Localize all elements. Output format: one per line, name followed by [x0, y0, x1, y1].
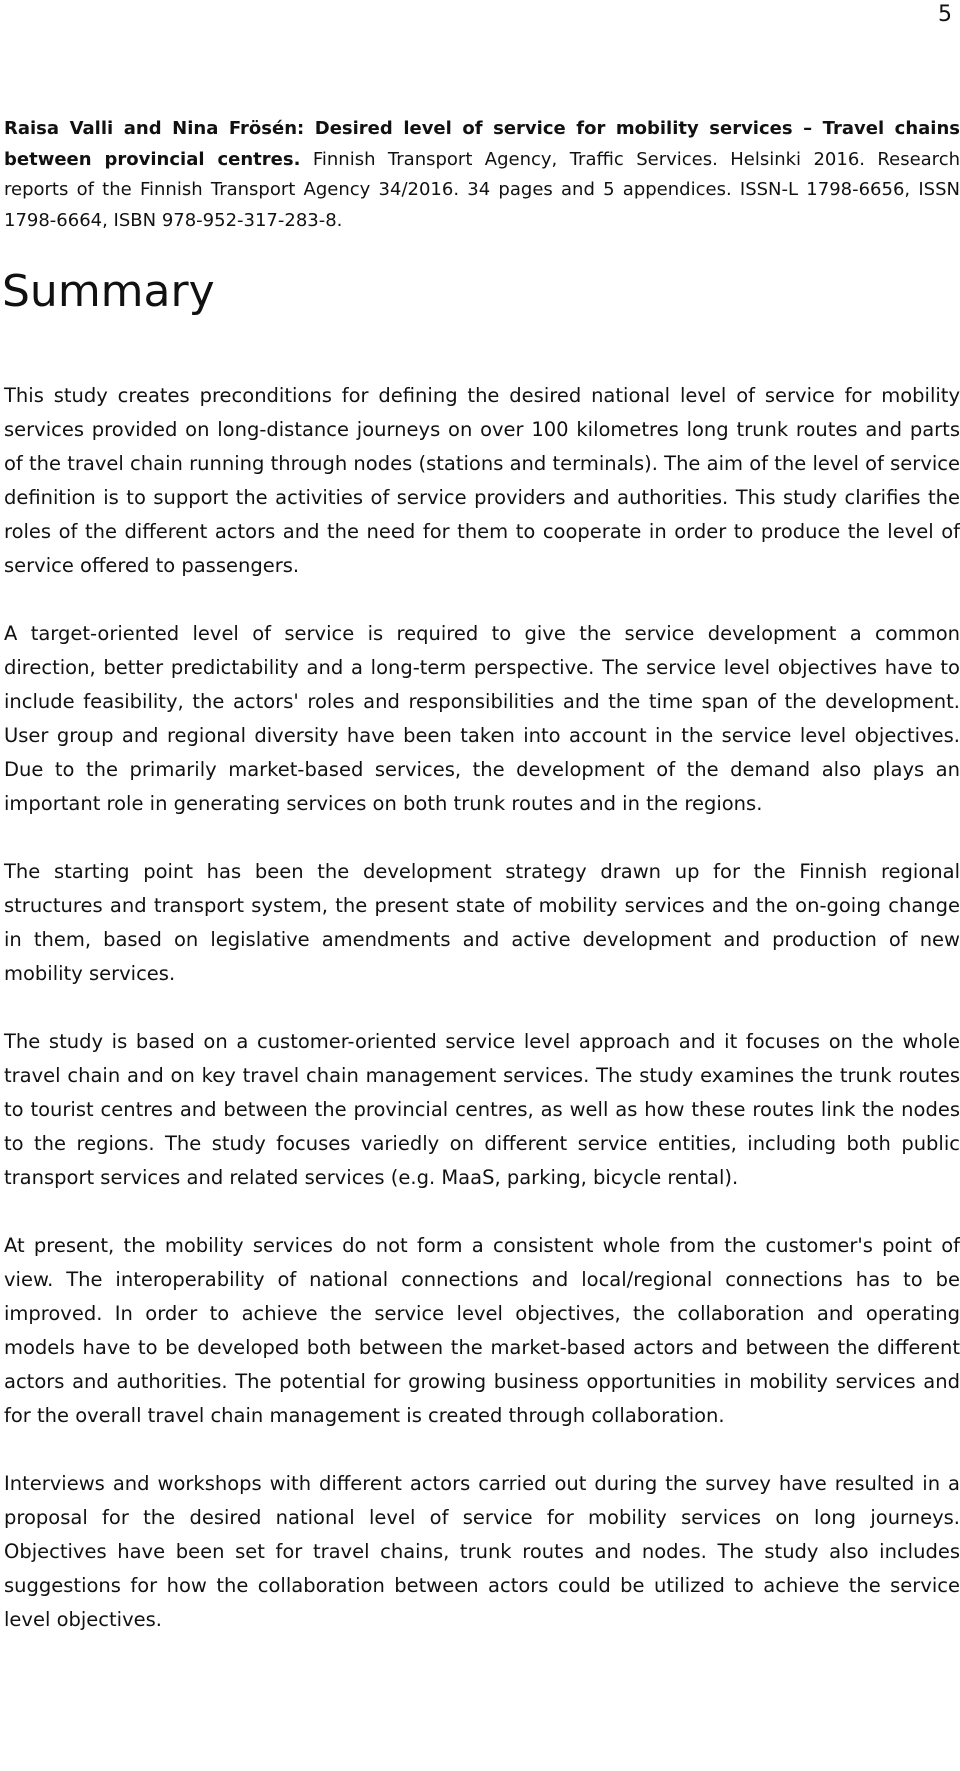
summary-heading: Summary: [2, 266, 215, 317]
authors-title: Raisa Valli and Nina Frösén: Desired level of service for mobility services – Travel chains between provincial centres.: [4, 118, 960, 170]
summary-paragraph-6: Interviews and workshops with different actors carried out during the survey have resulted in a proposal for the desired national level of service for mobility services on long journeys. Objectives have been set for travel chains, trunk routes and nodes. The study also includes suggestions for how the collaboration between actors could be utilized to achieve the service level objectives.: [4, 1472, 960, 1631]
page-number: 5: [938, 2, 952, 27]
summary-paragraph-5: At present, the mobility services do not form a consistent whole from the customer's point of view. The interoperability of national connections and local/regional connections has to be improved. In order to achieve the service level objectives, the collaboration and operating models have to be developed both between the market-based actors and between the different actors and authorities. The potential for growing business opportunities in mobility services and for the overall travel chain management is created through collaboration.: [4, 1234, 960, 1427]
summary-body: [4, 379, 960, 1671]
bibliographic-reference: [4, 114, 960, 236]
summary-paragraph-3: The starting point has been the development strategy drawn up for the Finnish regional structures and transport system, the present state of mobility services and the on-going change in them, based on legislative amendments and active development and production of new mobility services.: [4, 860, 960, 985]
summary-paragraph-1: This study creates preconditions for defining the desired national level of service for mobility services provided on long-distance journeys on over 100 kilometres long trunk routes and parts of the travel chain running through nodes (stations and terminals). The aim of the level of service definition is to support the activities of service providers and authorities. This study clarifies the roles of the different actors and the need for them to cooperate in order to produce the level of service offered to passengers.: [4, 384, 960, 577]
summary-paragraph-2: A target-oriented level of service is required to give the service development a common direction, better predictability and a long-term perspective. The service level objectives have to include feasibility, the actors' roles and responsibilities and the time span of the development. User group and regional diversity have been taken into account in the service level objectives. Due to the primarily market-based services, the development of the demand also plays an important role in generating services on both trunk routes and in the regions.: [4, 622, 960, 815]
summary-paragraph-4: The study is based on a customer-oriented service level approach and it focuses on the whole travel chain and on key travel chain management services. The study examines the trunk routes to tourist centres and between the provincial centres, as well as how these routes link the nodes to the regions. The study focuses variedly on different service entities, including both public transport services and related services (e.g. MaaS, parking, bicycle rental).: [4, 1030, 960, 1189]
publisher-info: Finnish Transport Agency, Traffic Services. Helsinki 2016. Research reports of the Finnish Transport Agency 34/2016. 34 pages and 5 appendices. ISSN-L 1798-6656, ISSN 1798-6664, ISBN 978-952-317-283-8.: [4, 148, 960, 231]
